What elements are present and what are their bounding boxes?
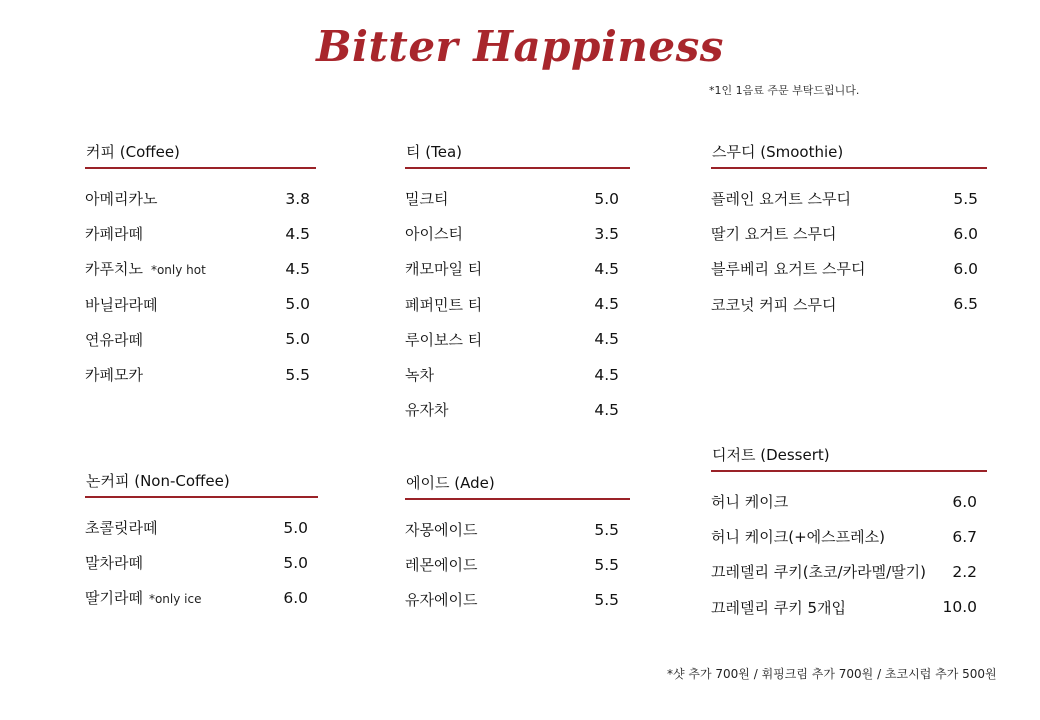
item-name: 카페라떼 <box>85 225 143 244</box>
item-price: 6.5 <box>953 295 978 314</box>
menu-item <box>405 181 630 216</box>
item-price: 4.5 <box>594 400 619 419</box>
item-price: 4.5 <box>594 365 619 384</box>
menu-item <box>85 580 318 615</box>
item-price: 5.5 <box>594 555 619 574</box>
menu-item <box>405 512 630 547</box>
menu-item <box>85 287 316 322</box>
item-name: 카페모카 <box>85 366 143 385</box>
item-price: 3.8 <box>285 189 310 208</box>
item-price: 5.5 <box>953 189 978 208</box>
item-name: 코코넛 커피 스무디 <box>711 295 837 314</box>
section-coffee <box>85 141 316 392</box>
item-price: 5.0 <box>285 295 310 314</box>
menu-item <box>85 251 316 286</box>
section-heading: 커피 (Coffee) <box>85 141 316 169</box>
menu-item <box>405 547 630 582</box>
item-name: 초콜릿라떼 <box>85 519 158 538</box>
item-price: 2.2 <box>952 562 977 581</box>
item-name: 유자에이드 <box>405 591 478 610</box>
item-price: 4.5 <box>594 259 619 278</box>
item-name: 녹차 <box>405 366 434 385</box>
item-price: 5.0 <box>283 553 308 572</box>
item-price: 10.0 <box>942 598 977 617</box>
menu-item <box>405 287 630 322</box>
section-heading: 스무디 (Smoothie) <box>711 141 987 169</box>
menu-item <box>711 287 987 322</box>
section-dessert <box>711 444 987 625</box>
menu-item <box>85 545 318 580</box>
order-note: *1인 1음료 주문 부탁드립니다. <box>709 84 860 97</box>
item-name: 딸기라떼 <box>85 589 143 608</box>
item-price: 4.5 <box>285 224 310 243</box>
menu-item <box>711 181 987 216</box>
menu-item <box>85 216 316 251</box>
item-name: 자몽에이드 <box>405 521 478 540</box>
menu-item <box>711 216 987 251</box>
item-price: 4.5 <box>285 259 310 278</box>
item-price: 5.0 <box>285 330 310 349</box>
item-name: 블루베리 요거트 스무디 <box>711 260 866 279</box>
item-price: 4.5 <box>594 295 619 314</box>
item-note: *only hot <box>150 263 206 278</box>
section-heading: 디저트 (Dessert) <box>711 444 987 472</box>
item-name: 끄레델리 쿠키(초코/카라멜/딸기) <box>711 563 926 582</box>
item-name: 카푸치노 <box>85 260 143 279</box>
menu-item <box>711 554 987 589</box>
menu-item <box>711 251 987 286</box>
item-name: 딸기 요거트 스무디 <box>711 225 837 244</box>
item-name: 허니 케이크 <box>711 493 789 512</box>
item-price: 5.5 <box>594 590 619 609</box>
item-price: 3.5 <box>594 224 619 243</box>
item-price: 6.0 <box>283 588 308 607</box>
item-price: 6.0 <box>953 224 978 243</box>
item-name: 플레인 요거트 스무디 <box>711 190 851 209</box>
menu-item <box>405 357 630 392</box>
item-name: 캐모마일 티 <box>405 260 483 279</box>
menu-item <box>85 357 316 392</box>
menu-item <box>405 392 630 427</box>
section-smoothie <box>711 141 987 322</box>
item-name: 아이스티 <box>405 225 463 244</box>
item-price: 6.7 <box>952 527 977 546</box>
item-name: 허니 케이크(+에스프레소) <box>711 528 885 547</box>
section-heading: 논커피 (Non-Coffee) <box>85 470 318 498</box>
menu-item <box>85 322 316 357</box>
menu-item <box>711 519 987 554</box>
item-name: 말차라떼 <box>85 554 143 573</box>
item-name: 밀크티 <box>405 190 449 209</box>
section-tea <box>405 141 630 427</box>
item-name: 바닐라라떼 <box>85 295 158 314</box>
menu-item <box>405 582 630 617</box>
item-price: 5.5 <box>594 520 619 539</box>
menu-item <box>405 216 630 251</box>
menu-item <box>405 322 630 357</box>
section-heading: 에이드 (Ade) <box>405 472 630 500</box>
item-price: 5.5 <box>285 365 310 384</box>
item-name: 페퍼민트 티 <box>405 295 483 314</box>
section-heading: 티 (Tea) <box>405 141 630 169</box>
item-name: 루이보스 티 <box>405 330 483 349</box>
menu-item <box>711 484 987 519</box>
item-name: 레몬에이드 <box>405 556 478 575</box>
menu-item <box>85 181 316 216</box>
item-name: 끄레델리 쿠키 5개입 <box>711 598 847 617</box>
item-price: 6.0 <box>953 259 978 278</box>
item-name: 연유라떼 <box>85 330 143 349</box>
item-name: 유자차 <box>405 401 449 420</box>
item-price: 5.0 <box>594 189 619 208</box>
item-price: 4.5 <box>594 330 619 349</box>
menu-item <box>85 510 318 545</box>
item-price: 5.0 <box>283 518 308 537</box>
item-name: 아메리카노 <box>85 190 158 209</box>
menu-item <box>405 251 630 286</box>
menu-title: Bitter Happiness <box>316 22 724 71</box>
section-ade <box>405 472 630 618</box>
menu-item <box>711 590 987 625</box>
item-note: *only ice <box>148 592 202 607</box>
section-noncoffee <box>85 470 318 616</box>
item-price: 6.0 <box>952 492 977 511</box>
extras-note: *샷 추가 700원 / 휘핑크림 추가 700원 / 초코시럽 추가 500원 <box>667 667 997 681</box>
